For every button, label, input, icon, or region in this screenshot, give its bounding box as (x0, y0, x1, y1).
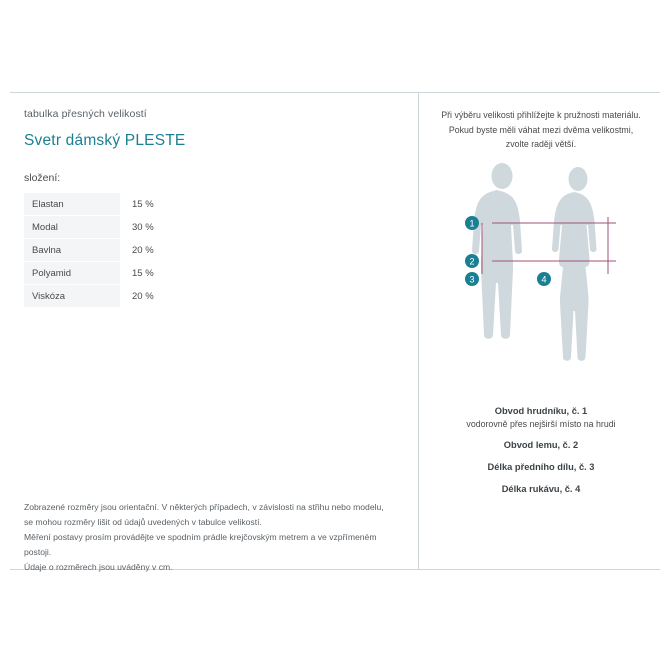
footnote-line: se mohou rozměry lišit od údajů uvedených v tabulce velikostí. (24, 517, 262, 527)
material-name: Bavlna (24, 239, 120, 262)
footnote-line: Měření postavy prosím provádějte ve spodním prádle krejčovským metrem a ve vzpřímeném postoji. (24, 532, 377, 557)
sizing-note (430, 108, 652, 152)
material-name: Modal (24, 216, 120, 239)
footnote-line: Údaje o rozměrech jsou uváděny v cm. (24, 562, 173, 572)
sizing-note-line: zvolte raději větší. (505, 139, 577, 149)
legend-subtitle: vodorovně přes nejširší místo na hrudi (466, 418, 616, 429)
material-value: 15 % (120, 262, 200, 285)
legend-title: Obvod hrudníku, č. 1 (494, 405, 588, 416)
column-divider (418, 92, 419, 570)
composition-label: složení: (24, 172, 61, 184)
sizing-note-line: Pokud byste měli váhat mezi dvěma velikostmi, (448, 124, 634, 135)
marker-1-label: 1 (469, 218, 475, 228)
marker-3-label: 3 (469, 274, 475, 284)
male-silhouette-icon (472, 163, 522, 339)
page-title: Svetr dámský PLESTE (24, 132, 186, 149)
legend-title: Délka předního dílu, č. 3 (487, 461, 595, 472)
female-silhouette-icon (552, 167, 597, 361)
material-value: 15 % (120, 193, 200, 216)
marker-4-label: 4 (541, 274, 547, 284)
table-row (24, 285, 200, 308)
legend-title: Obvod lemu, č. 2 (503, 439, 579, 450)
body-diagram-svg (430, 162, 652, 392)
material-value: 20 % (120, 239, 200, 262)
left-column (24, 108, 404, 308)
material-name: Viskóza (24, 285, 120, 308)
table-row (24, 239, 200, 262)
table-row (24, 193, 200, 216)
legend-title: Délka rukávu, č. 4 (501, 483, 581, 494)
eyebrow-text: tabulka přesných velikostí (24, 108, 147, 120)
measurement-figure (430, 162, 652, 392)
material-name: Polyamid (24, 262, 120, 285)
composition-table (24, 193, 200, 308)
table-row (24, 262, 200, 285)
footnote-line: Zobrazené rozměry jsou orientační. V některých případech, v závislosti na střihu nebo modelu, (24, 502, 384, 512)
material-value: 30 % (120, 216, 200, 239)
footnote-block (24, 500, 404, 575)
marker-2-label: 2 (469, 256, 475, 266)
table-row (24, 216, 200, 239)
right-column (430, 108, 652, 506)
measurement-legend (430, 406, 652, 494)
material-name: Elastan (24, 193, 120, 216)
sizing-note-line: Při výběru velikosti přihlížejte k pružnosti materiálu. (441, 110, 641, 120)
material-value: 20 % (120, 285, 200, 308)
